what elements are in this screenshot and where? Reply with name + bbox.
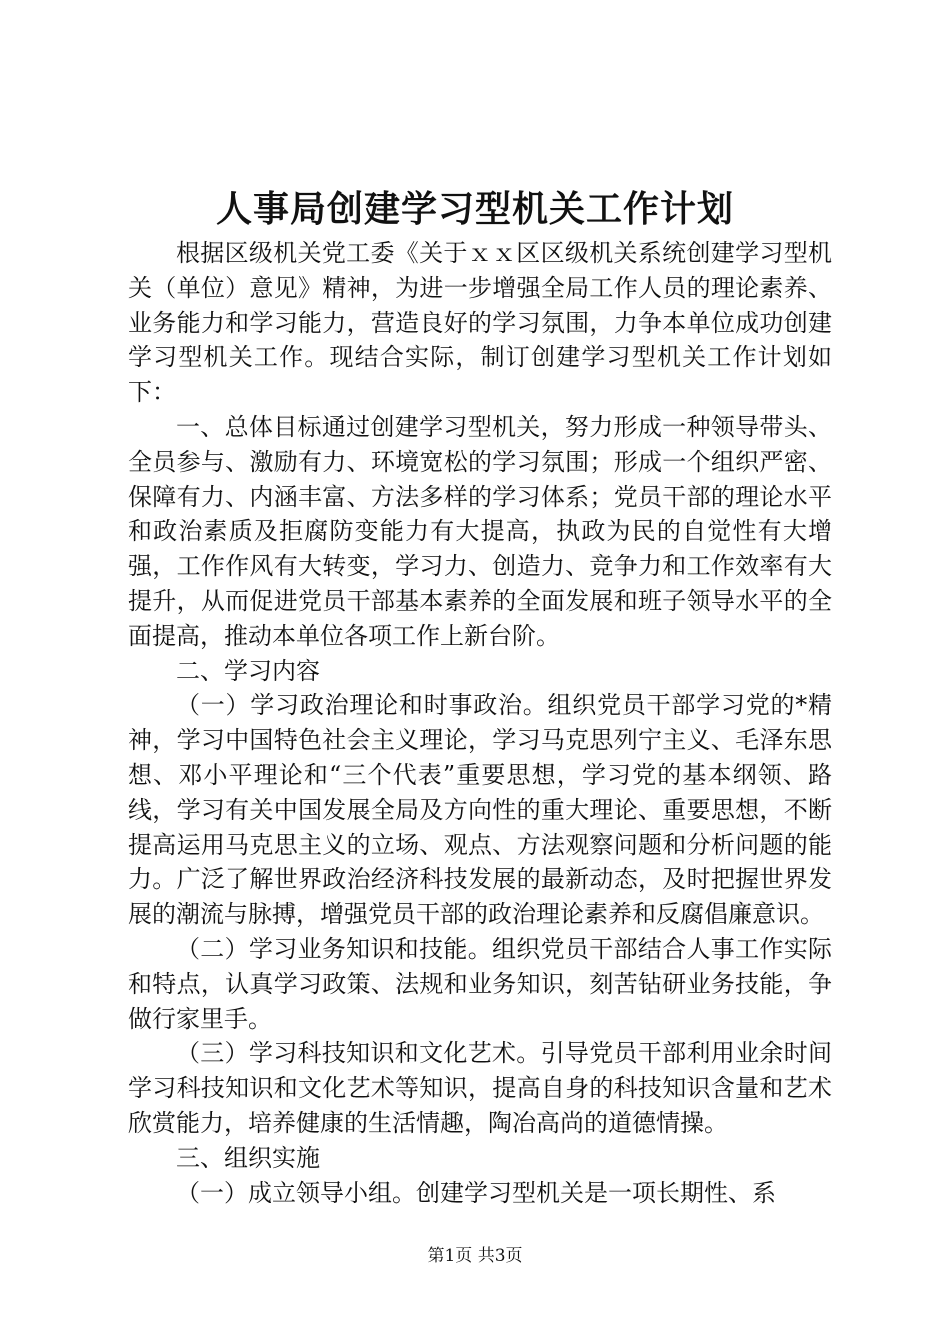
paragraph-science-culture: （三）学习科技知识和文化艺术。引导党员干部利用业余时间学习科技知识和文化艺术等知识，提高自身的科技知识含量和艺术欣赏能力，培养健康的生活情趣，陶冶高尚的道德情操。 xyxy=(128,1039,832,1137)
paragraph-political-theory: （一）学习政治理论和时事政治。组织党员干部学习党的*精神，学习中国特色社会主义理论，学习马克思列宁主义、毛泽东思想、邓小平理论和“三个代表”重要思想，学习党的基本纲领、路线，学习有关中国发展全局及方向性的重大理论、重要思想，不断提高运用马克思主义的立场、观点、方法观察问题和分析问题的能力。广泛了解世界政治经济科技发展的最新动态，及时把握世界发展的潮流与脉搏，增强党员干部的政治理论素养和反腐倡廉意识。 xyxy=(128,691,832,929)
heading-organization: 三、组织实施 xyxy=(176,1143,320,1172)
paragraph-overall-goal: 一、总体目标通过创建学习型机关，努力形成一种领导带头、全员参与、激励有力、环境宽松的学习氛围；形成一个组织严密、保障有力、内涵丰富、方法多样的学习体系；党员干部的理论水平和政治素质及拒腐防变能力有大提高，执政为民的自觉性有大增强，工作作风有大转变，学习力、创造力、竞争力和工作效率有大提升，从而促进党员干部基本素养的全面发展和班子领导水平的全面提高，推动本单位各项工作上新台阶。 xyxy=(128,412,832,650)
page-number-footer: 第1页 共3页 xyxy=(427,1246,523,1266)
paragraph-business-skills: （二）学习业务知识和技能。组织党员干部结合人事工作实际和特点，认真学习政策、法规和业务知识，刻苦钻研业务技能，争做行家里手。 xyxy=(128,934,832,1033)
document-title: 人事局创建学习型机关工作计划 xyxy=(215,188,734,230)
heading-study-content: 二、学习内容 xyxy=(176,656,320,685)
paragraph-leading-group: （一）成立领导小组。创建学习型机关是一项长期性、系 xyxy=(176,1178,776,1207)
paragraph-intro: 根据区级机关党工委《关于ｘｘ区区级机关系统创建学习型机关（单位）意见》精神，为进一步增强全局工作人员的理论素养、业务能力和学习能力，营造良好的学习氛围，力争本单位成功创建学习型机关工作。现结合实际，制订创建学习型机关工作计划如下： xyxy=(128,239,832,407)
document-body xyxy=(128,236,832,1210)
